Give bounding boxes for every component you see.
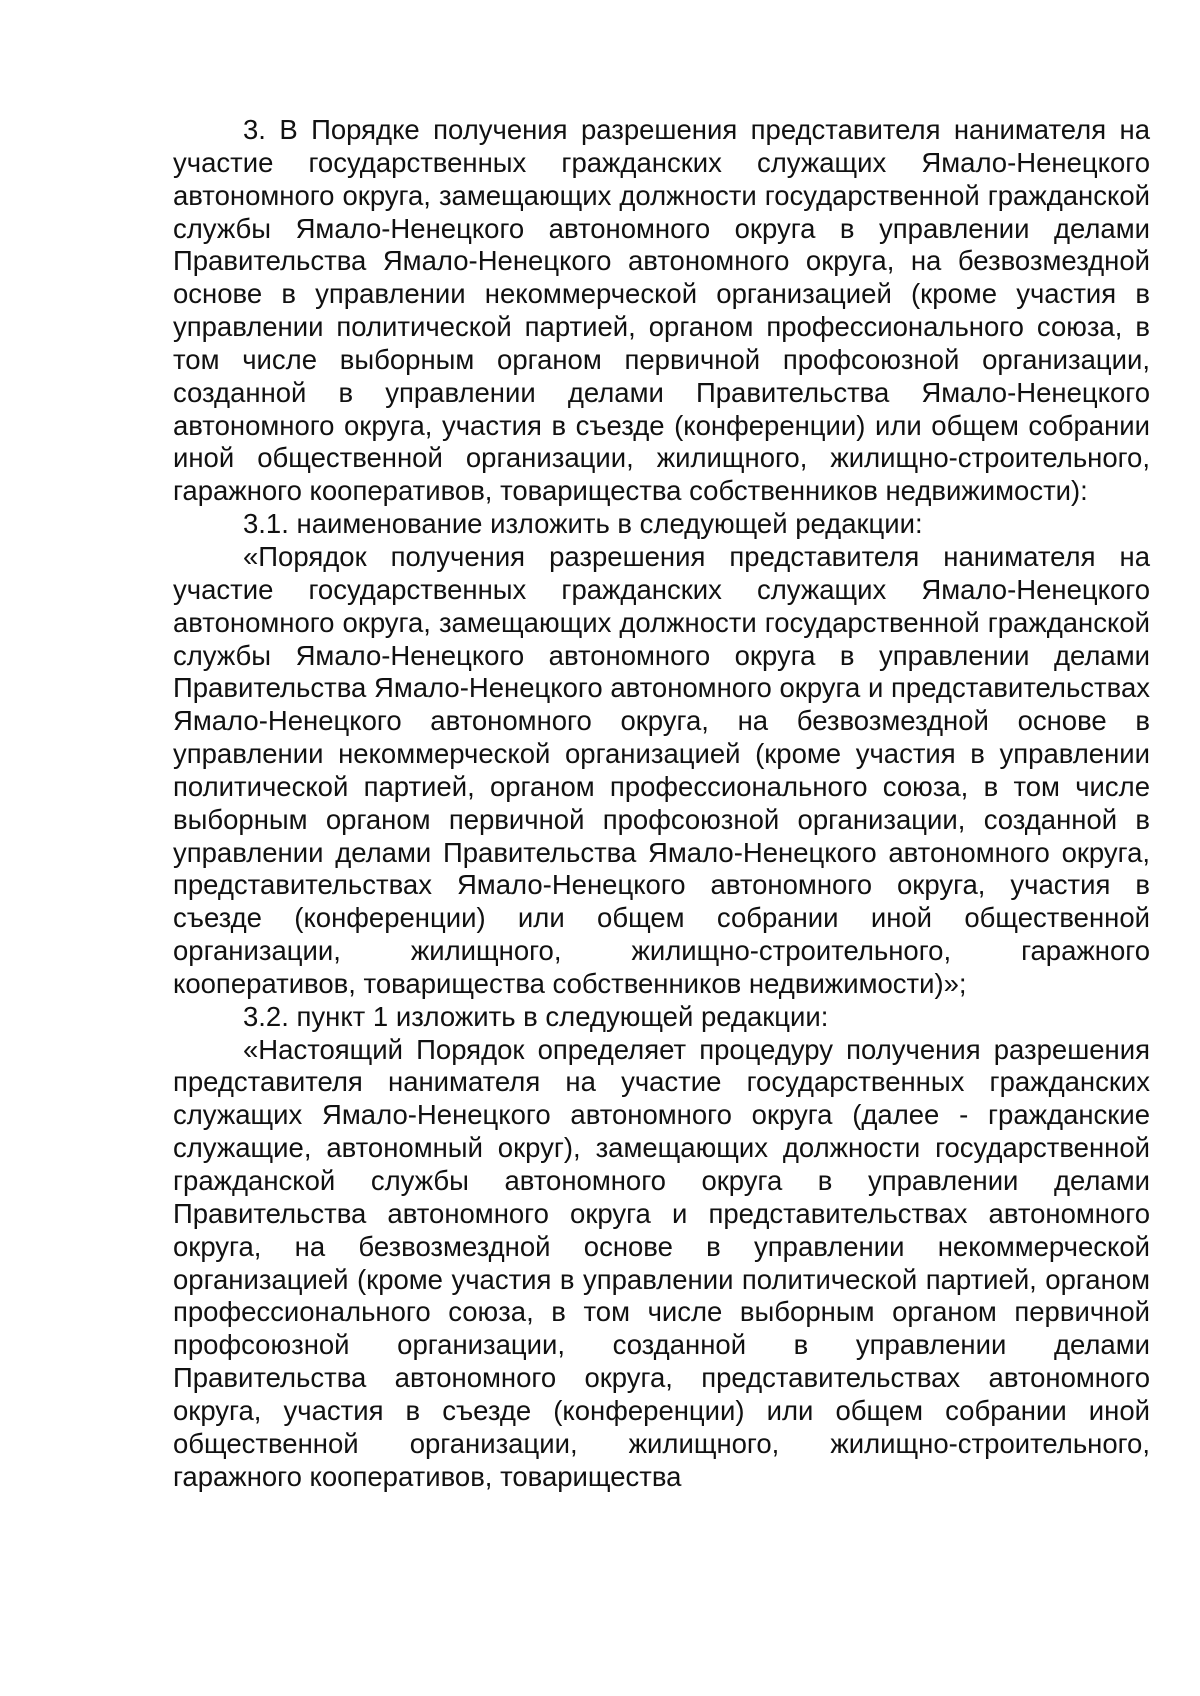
- document-body: [173, 114, 1150, 1493]
- paragraph-item-3: 3. В Порядке получения разрешения представителя нанимателя на участие государственных гражданских служащих Ямало-Ненецкого автономного округа, замещающих должности государственной гражданской службы Ямало-Ненецкого автономного округа в управлении делами Правительства Ямало-Ненецкого автономного округа, на безвозмездной основе в управлении некоммерческой организацией (кроме участия в управлении политической партией, органом профессионального союза, в том числе выборным органом первичной профсоюзной организации, созданной в управлении делами Правительства Ямало-Ненецкого автономного округа, участия в съезде (конференции) или общем собрании иной общественной организации, жилищного, жилищно-строительного, гаражного кооперативов, товарищества собственников недвижимости):: [173, 114, 1150, 507]
- paragraph-item-3-2: 3.2. пункт 1 изложить в следующей редакции:: [243, 1000, 829, 1032]
- paragraph-quote-point-1: «Настоящий Порядок определяет процедуру получения разрешения представителя нанимателя на участие государственных гражданских служащих Ямало-Ненецкого автономного округа (далее - гражданские служащие, автономный округ), замещающих должности государственной гражданской службы автономного округа в управлении делами Правительства автономного округа и представительствах автономного округа, на безвозмездной основе в управлении некоммерческой организацией (кроме участия в управлении политической партией, органом профессионального союза, в том числе выборным органом первичной профсоюзной организации, созданной в управлении делами Правительства автономного округа, представительствах автономного округа, участия в съезде (конференции) или общем собрании иной общественной организации, жилищного, жилищно-строительного, гаражного кооперативов, товарищества: [173, 1033, 1150, 1492]
- paragraph-quote-title: «Порядок получения разрешения представителя нанимателя на участие государственных гражданских служащих Ямало-Ненецкого автономного округа, замещающих должности государственной гражданской службы Ямало-Ненецкого автономного округа в управлении делами Правительства Ямало-Ненецкого автономного округа и представительствах Ямало-Ненецкого автономного округа, на безвозмездной основе в управлении некоммерческой организацией (кроме участия в управлении политической партией, органом профессионального союза, в том числе выборным органом первичной профсоюзной организации, созданной в управлении делами Правительства Ямало-Ненецкого автономного округа, представительствах Ямало-Ненецкого автономного округа, участия в съезде (конференции) или общем собрании иной общественной организации, жилищного, жилищно-строительного, гаражного кооперативов, товарищества собственников недвижимости)»;: [173, 540, 1150, 999]
- paragraph-item-3-1: 3.1. наименование изложить в следующей редакции:: [243, 508, 923, 540]
